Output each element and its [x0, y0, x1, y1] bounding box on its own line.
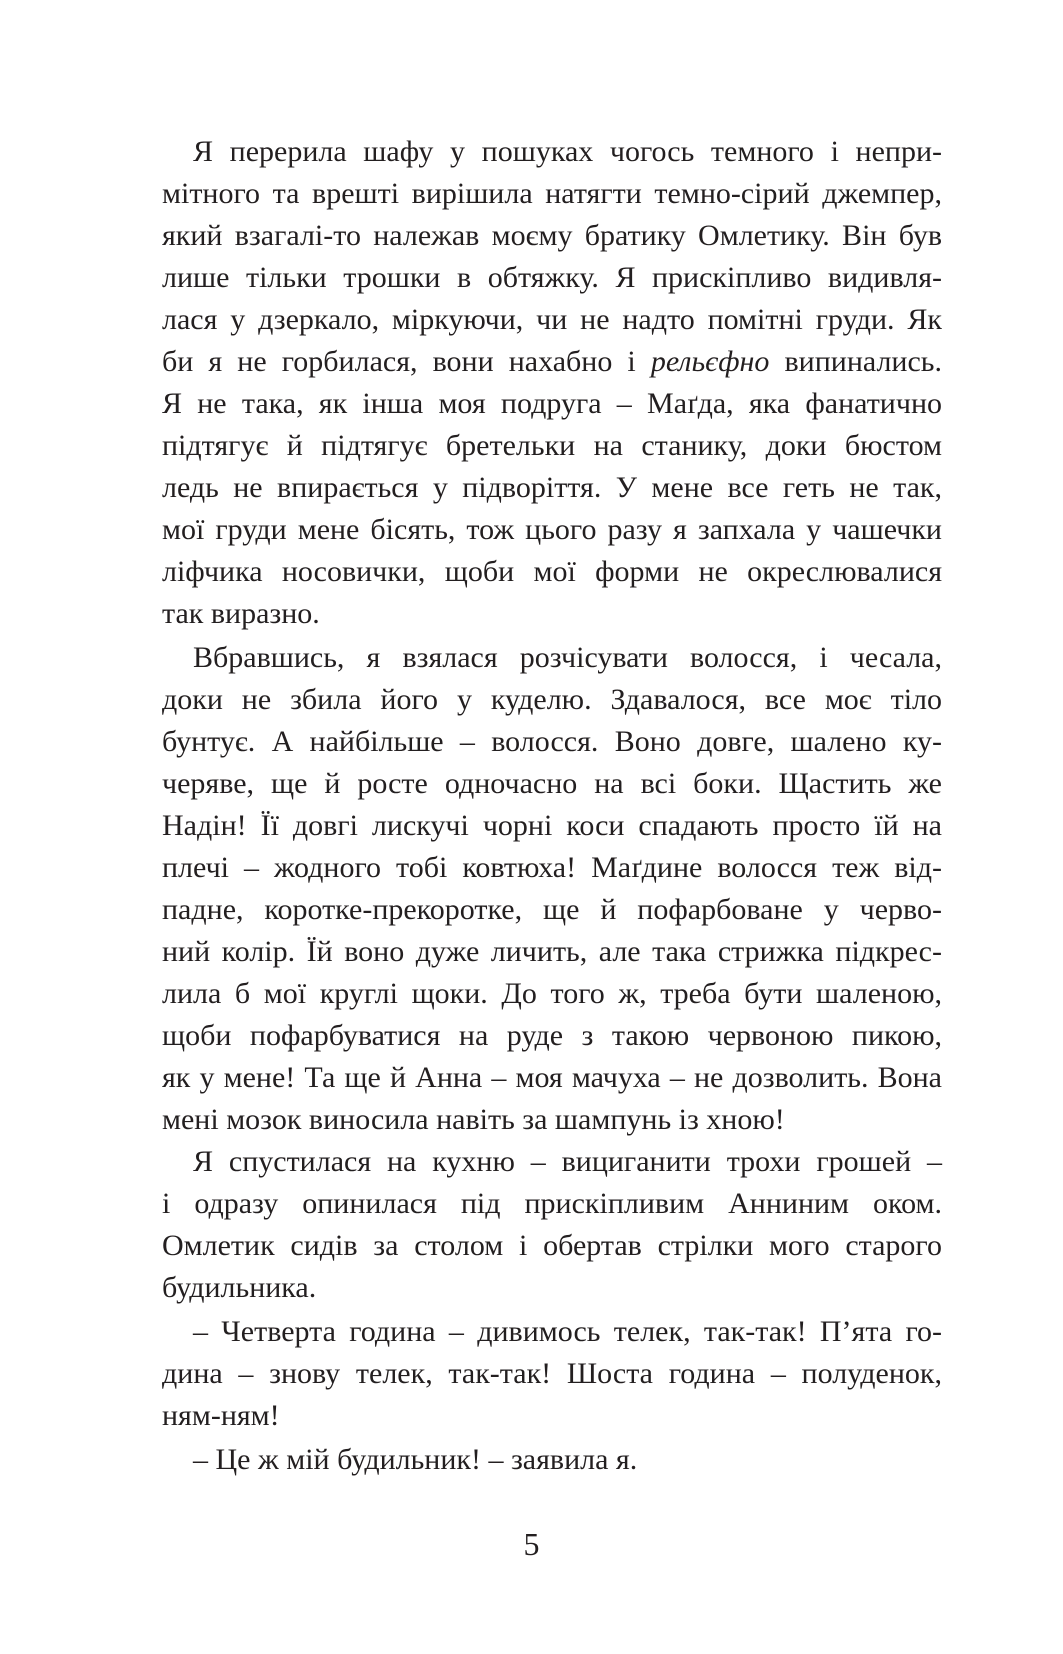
- text-line: падне, коротке-прекоротке, ще й пофарбоване у черво-: [162, 893, 942, 926]
- text-line: мені мозок виносила навіть за шампунь із хною!: [162, 1103, 785, 1136]
- text-line: ледь не впирається у підворіття. У мене все геть не так,: [162, 471, 942, 504]
- text-line: бунтує. А найбільше – волосся. Воно довге, шалено ку-: [162, 725, 942, 758]
- text-line: мої груди мене бісять, тож цього разу я запхала у чашечки: [162, 513, 942, 546]
- text-line: Я перерила шафу у пошуках чогось темного і непри-: [193, 135, 942, 168]
- text-line: ний колір. Їй воно дуже личить, але така стрижка підкрес-: [162, 935, 942, 968]
- text-line: доки не збила його у куделю. Здавалося, все моє тіло: [162, 683, 942, 716]
- dialogue-line: дина – знову телек, так-так! Шоста година – полуденок,: [162, 1357, 942, 1390]
- text-segment: би я не горбилася, вони нахабно і: [162, 345, 651, 378]
- text-line: Я не така, як інша моя подруга – Маґда, яка фанатично: [162, 387, 942, 420]
- text-segment: випинались.: [769, 345, 942, 378]
- text-line: і одразу опинилася під прискіпливим Анниним оком.: [162, 1187, 942, 1220]
- text-line: Омлетик сидів за столом і обертав стрілки мого старого: [162, 1229, 942, 1262]
- text-line: щоби пофарбуватися на руде з такою червоною пикою,: [162, 1019, 942, 1052]
- text-line: лила б мої круглі щоки. До того ж, треба бути шаленою,: [162, 977, 942, 1010]
- text-line: ліфчика носовички, щоби мої форми не окреслювалися: [162, 555, 942, 588]
- dialogue-line: – Це ж мій будильник! – заявила я.: [193, 1443, 638, 1476]
- text-line: як у мене! Та ще й Анна – моя мачуха – не дозволить. Вона: [162, 1061, 942, 1094]
- text-line-with-emphasis: [162, 341, 942, 383]
- text-line: Я спустилася на кухню – вициганити трохи грошей –: [193, 1145, 942, 1178]
- text-line: який взагалі-то належав моєму братику Омлетику. Він був: [162, 219, 942, 252]
- text-line: лася у дзеркало, міркуючи, чи не надто помітні груди. Як: [162, 303, 942, 336]
- text-line: Надін! Її довгі лискучі чорні коси спадають просто їй на: [162, 809, 942, 842]
- text-line: підтягує й підтягує бретельки на станику, доки бюстом: [162, 429, 942, 462]
- dialogue-line: – Четверта година – дивимось телек, так-так! П’ята го-: [193, 1315, 942, 1348]
- dialogue-line: ням-ням!: [162, 1399, 280, 1432]
- text-line: так виразно.: [162, 597, 320, 630]
- text-line: мітного та врешті вирішила натягти темно-сірий джемпер,: [162, 177, 942, 210]
- text-line: будильника.: [162, 1271, 317, 1304]
- text-line: черяве, ще й росте одночасно на всі боки. Щастить же: [162, 767, 942, 800]
- text-line: лише тільки трошки в обтяжку. Я прискіпливо видивля-: [162, 261, 942, 294]
- text-line: Вбравшись, я взялася розчісувати волосся, і чесала,: [193, 641, 942, 674]
- page-number: 5: [523, 1526, 540, 1562]
- emphasized-word: рельєфно: [650, 345, 770, 378]
- text-line: плечі – жодного тобі ковтюха! Маґдине волосся теж від-: [162, 851, 942, 884]
